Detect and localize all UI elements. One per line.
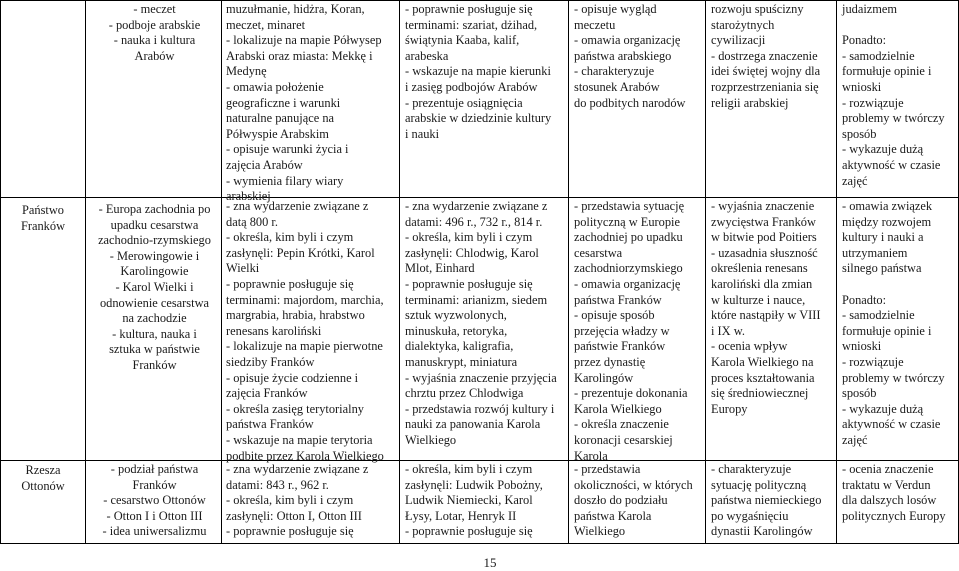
row3-topic: Rzesza Ottonów (21, 463, 65, 493)
row2-req-extended: - zna wydarzenie związane z datami: 496 r., 732 r., 814 r. - określa, kim byli i czym zasłynęli: Chlodwig, Karol Mlot, Einhard - poprawnie posługuje się terminami: arianizm, siedem sztuk wyzwolonych, minuskuła, retoryka, dialektyka, kaligrafia, manuskrypt, miniatura - wyjaśnia znaczenie przyjęcia chrztu przez Chlodwiga - przedstawia rozwój kultury i nauki za panowania Karola Wielkiego (405, 199, 557, 447)
row2-topic: Państwo Franków (20, 203, 66, 233)
row3-req-complete: - charakteryzuje sytuację polityczną państwa niemieckiego po wygaśnięciu dynastii Karolingów (711, 462, 822, 539)
row1-issues: - meczet - podboje arabskie - nauka i kultura Arabów (108, 2, 201, 63)
row1-req-basic: muzułmanie, hidżra, Koran, meczet, minaret - lokalizuje na mapie Półwysep Arabski oraz miasta: Mekkę i Medynę - omawia położenie geograficzne i warunki naturalne panujące na Półwyspie Arabskim - opisuje warunki życia i zajęcia Arabów - wymienia filary wiary arabskiej (226, 2, 382, 204)
page-number: 15 (483, 555, 497, 570)
row1-req-beyond: judaizmem Ponadto: - samodzielnie formułuje opinie i wnioski - rozwiązuje problemy w twórczy sposób - wykazuje dużą aktywność w czasie zajęć (842, 2, 945, 188)
row3-req-beyond: - ocenia znaczenie traktatu w Verdun dla dalszych losów politycznych Europy (842, 462, 946, 523)
row3-req-extended: - określa, kim byli i czym zasłynęli: Ludwik Pobożny, Ludwik Niemiecki, Karol Łysy, Lotar, Henryk II - poprawnie posługuje się (405, 462, 543, 539)
row1-req-complete: rozwoju spuścizny starożytnych cywilizacji - dostrzega znaczenie idei świętej wojny dla rozprzestrzeniania się religii arabskiej (711, 2, 821, 110)
row2-issues: - Europa zachodnia po upadku cesarstwa zachodnio-rzymskiego - Merowingowie i Karolingowie - Karol Wielki i odnowienie cesarstwa na zachodzie - kultura, nauka i sztuka w państwie Franków (98, 202, 211, 372)
row2-req-complete: - wyjaśnia znaczenie zwycięstwa Franków w bitwie pod Poitiers - uzasadnia słuszność określenia renesans karoliński dla zmian w kulturze i nauce, które nastąpiły w VIII i IX w. - ocenia wpływ Karola Wielkiego na proces kształtowania się średniowiecznej Europy (711, 199, 821, 416)
row2-req-beyond: - omawia związek między rozwojem kultury i nauki a utrzymaniem silnego państwa Ponadto: - samodzielnie formułuje opinie i wnioski - rozwiązuje problemy w twórczy sposób - wykazuje dużą aktywność w czasie zajęć (842, 199, 945, 447)
row2-req-basic: - zna wydarzenie związane z datą 800 r. - określa, kim byli i czym zasłynęli: Pepin Krótki, Karol Wielki - poprawnie posługuje się terminami: majordom, marchia, margrabia, hrabia, hrabstwo renesans karoliński - lokalizuje na mapie pierwotne siedziby Franków - opisuje życie codzienne i zajęcia Franków - określa zasięg terytorialny państwa Franków - wskazuje na mapie terytoria podbite przez Karola Wielkiego (226, 199, 384, 463)
row1-req-expanded: - opisuje wygląd meczetu - omawia organizację państwa arabskiego - charakteryzuje stosunek Arabów do podbitych narodów (574, 2, 686, 110)
row3-req-expanded: - przedstawia okoliczności, w których doszło do podziału państwa Karola Wielkiego (574, 462, 693, 539)
row1-req-extended: - poprawnie posługuje się terminami: szariat, dżihad, świątynia Kaaba, kalif, arabeska - wskazuje na mapie kierunki i zasięg podbojów Arabów - prezentuje osiągnięcia arabskie w dziedzinie kultury i nauki (405, 2, 552, 141)
row2-req-expanded: - przedstawia sytuację polityczną w Europie zachodniej po upadku cesarstwa zachodniorzymskiego - omawia organizację państwa Franków - opisuje sposób przejęcia władzy w państwie Franków przez dynastię Karolingów - prezentuje dokonania Karola Wielkiego - określa znaczenie koronacji cesarskiej Karola (574, 199, 688, 463)
row1-topic (2, 2, 84, 196)
row3-issues: - podział państwa Franków - cesarstwo Ottonów - Otton I i Otton III - idea uniwersalizmu (102, 462, 207, 539)
row3-req-basic: - zna wydarzenie związane z datami: 843 r., 962 r. - określa, kim byli i czym zasłynęli: Otton I, Otton III - poprawnie posługuje się (226, 462, 369, 539)
